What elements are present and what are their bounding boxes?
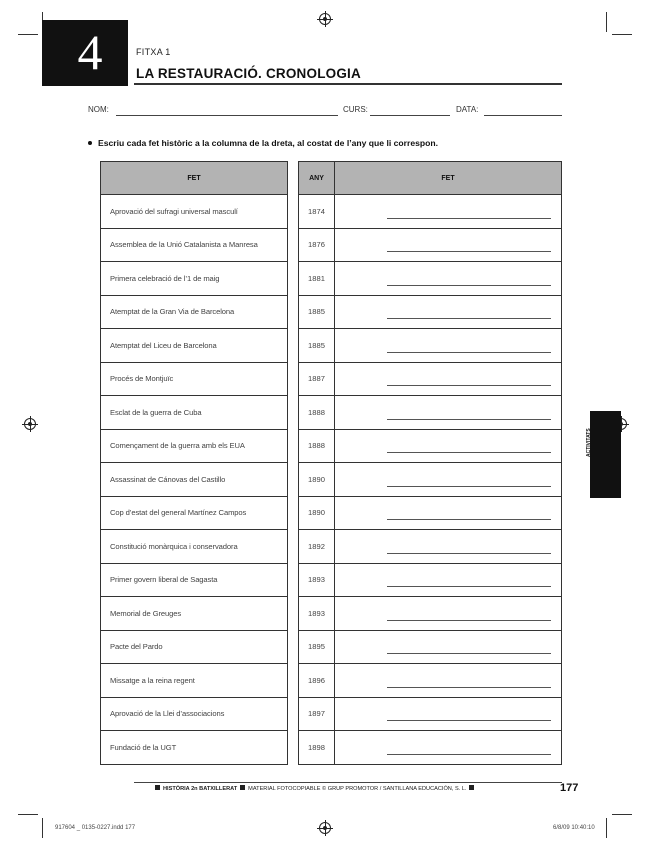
crop-mark [606,12,607,32]
fact-cell: Aprovació de la Llei d’associacions [101,697,288,731]
fact-cell: Primera celebració de l’1 de maig [101,262,288,296]
fact-cell: Assassinat de Cánovas del Castillo [101,463,288,497]
fact-cell: Pacte del Pardo [101,630,288,664]
answer-cell[interactable] [335,429,562,463]
fact-cell: Començament de la guerra amb els EUA [101,429,288,463]
answer-cell[interactable] [335,496,562,530]
fact-cell: Aprovació del sufragi universal masculí [101,195,288,229]
year-cell: 1874 [299,195,335,229]
answer-cell[interactable] [335,262,562,296]
sheet-label: FITXA 1 [136,47,171,57]
name-label: NOM: [88,105,109,114]
year-cell: 1887 [299,362,335,396]
unit-number-box [42,20,128,86]
footer-divider [134,782,562,783]
side-tab-label: ACTIVITATS [586,428,592,457]
instruction [88,138,438,148]
answer-cell[interactable] [335,396,562,430]
answer-cell[interactable] [335,597,562,631]
answer-line [387,720,551,721]
slug-date-time: 6/8/09 10:40:10 [553,825,595,831]
year-cell: 1898 [299,731,335,765]
fact-cell: Atemptat de la Gran Via de Barcelona [101,295,288,329]
unit-number: 4 [77,24,103,80]
date-field[interactable] [484,115,562,116]
fact-cell: Procés de Montjuïc [101,362,288,396]
crop-mark [606,818,607,838]
year-cell: 1885 [299,295,335,329]
answer-cell[interactable] [335,228,562,262]
facts-table [100,161,288,765]
answer-line [387,486,551,487]
answer-cell[interactable] [335,362,562,396]
year-header: ANY [299,162,335,195]
instruction-text: Escriu cada fet històric a la columna de la dreta, al costat de l’any que li correspon. [98,138,439,148]
footer [152,786,477,792]
answer-line [387,352,551,353]
crop-mark [612,814,632,815]
date-label: DATA: [456,105,479,114]
answer-cell[interactable] [335,664,562,698]
year-cell: 1893 [299,563,335,597]
slug-file-info: 917604 _ 0135-0227.indd 177 [55,825,136,831]
answer-header: FET [335,162,562,195]
fact-cell: Assemblea de la Unió Catalanista a Manresa [101,228,288,262]
answer-line [387,553,551,554]
year-cell: 1890 [299,496,335,530]
answer-cell[interactable] [335,463,562,497]
crop-mark [18,814,38,815]
year-cell: 1888 [299,429,335,463]
square-bullet-icon [155,785,160,790]
year-cell: 1892 [299,530,335,564]
year-cell: 1885 [299,329,335,363]
answer-table [298,161,562,765]
facts-header: FET [101,162,288,195]
answer-cell[interactable] [335,530,562,564]
course-label: CURS: [343,105,368,114]
answer-line [387,318,551,319]
answer-cell[interactable] [335,563,562,597]
square-bullet-icon [469,785,474,790]
year-cell: 1876 [299,228,335,262]
registration-mark-icon [319,822,331,834]
year-cell: 1890 [299,463,335,497]
course-field[interactable] [370,115,450,116]
fact-cell: Cop d’estat del general Martínez Campos [101,496,288,530]
answer-line [387,519,551,520]
answer-line [387,687,551,688]
bullet-icon [88,141,92,145]
registration-mark-icon [319,13,331,25]
answer-cell[interactable] [335,195,562,229]
year-cell: 1896 [299,664,335,698]
answer-line [387,653,551,654]
square-bullet-icon [240,785,245,790]
fact-cell: Memorial de Greuges [101,597,288,631]
year-cell: 1895 [299,630,335,664]
page-number: 177 [560,782,579,794]
answer-line [387,218,551,219]
answer-line [387,586,551,587]
fact-cell: Fundació de la UGT [101,731,288,765]
year-cell: 1897 [299,697,335,731]
name-field[interactable] [116,115,338,116]
answer-line [387,419,551,420]
page-title: LA RESTAURACIÓ. CRONOLOGIA [136,66,361,81]
answer-line [387,285,551,286]
fact-cell: Primer govern liberal de Sagasta [101,563,288,597]
fact-cell: Esclat de la guerra de Cuba [101,396,288,430]
answer-line [387,452,551,453]
answer-cell[interactable] [335,295,562,329]
fact-cell: Constitució monàrquica i conservadora [101,530,288,564]
footer-subject: HISTÒRIA 2n BATXILLERAT [163,786,238,792]
answer-cell[interactable] [335,731,562,765]
answer-cell[interactable] [335,329,562,363]
fact-cell: Missatge a la reina regent [101,664,288,698]
fact-cell: Atemptat del Liceu de Barcelona [101,329,288,363]
year-cell: 1881 [299,262,335,296]
year-cell: 1893 [299,597,335,631]
crop-mark [42,818,43,838]
crop-mark [18,34,38,35]
year-cell: 1888 [299,396,335,430]
registration-mark-icon [24,418,36,430]
answer-line [387,620,551,621]
title-divider [134,83,562,85]
footer-copyright: MATERIAL FOTOCOPIABLE © GRUP PROMOTOR / SANTILLANA EDUCACIÓN, S. L. [248,786,467,792]
answer-line [387,754,551,755]
answer-cell[interactable] [335,697,562,731]
answer-line [387,251,551,252]
crop-mark [612,34,632,35]
answer-line [387,385,551,386]
answer-cell[interactable] [335,630,562,664]
